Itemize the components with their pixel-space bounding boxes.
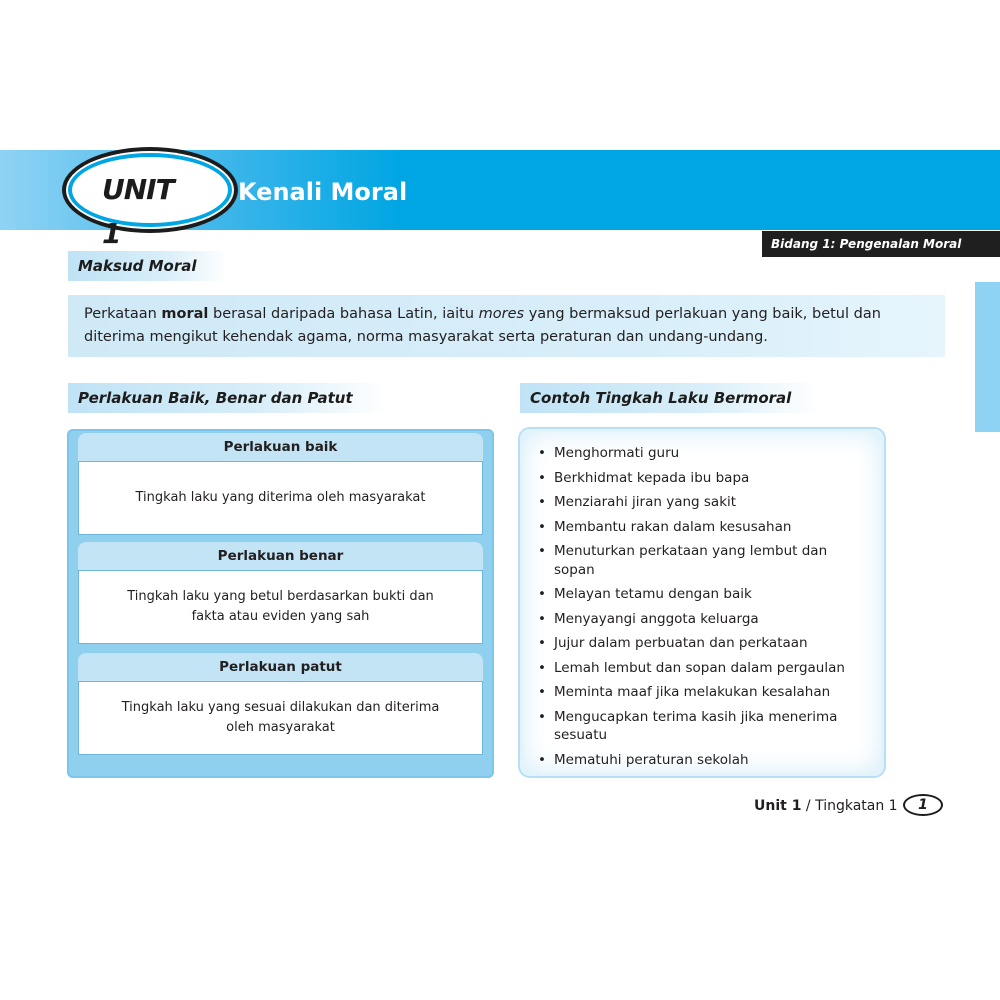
- card-title: Perlakuan benar: [78, 542, 483, 570]
- maksud-heading: Maksud Moral: [68, 251, 228, 281]
- definition-italic: mores: [478, 306, 525, 322]
- perlakuan-panel: [67, 429, 494, 778]
- card-text: Tingkah laku yang diterima oleh masyarakat: [78, 461, 483, 535]
- side-tab: [975, 282, 1000, 432]
- definition-text-2: berasal daripada bahasa Latin, iaitu: [208, 306, 479, 322]
- footer: [754, 795, 898, 817]
- footer-separator: /: [801, 798, 816, 814]
- card-text: Tingkah laku yang sesuai dilakukan dan diterima oleh masyarakat: [78, 681, 483, 755]
- list-item: • Berkhidmat kepada ibu bapa: [538, 469, 868, 488]
- list-item: • Meminta maaf jika melakukan kesalahan: [538, 683, 868, 702]
- page-title: Kenali Moral: [238, 178, 408, 206]
- list-item: • Menuturkan perkataan yang lembut dan sopan: [538, 542, 868, 579]
- card-title: Perlakuan baik: [78, 433, 483, 461]
- list-item: • Membantu rakan dalam kesusahan: [538, 518, 868, 537]
- card-title: Perlakuan patut: [78, 653, 483, 681]
- list-item: • Lemah lembut dan sopan dalam pergaulan: [538, 659, 868, 678]
- unit-label: UNIT 1: [102, 173, 174, 250]
- list-item: • Menghormati guru: [538, 444, 868, 463]
- list-item: • Jujur dalam perbuatan dan perkataan: [538, 634, 868, 653]
- contoh-list: [538, 444, 868, 775]
- definition-bold: moral: [161, 306, 209, 322]
- card-text: Tingkah laku yang betul berdasarkan bukti dan fakta atau eviden yang sah: [78, 570, 483, 644]
- bidang-tag: Bidang 1: Pengenalan Moral: [762, 231, 1000, 257]
- list-item: • Mengucapkan terima kasih jika menerima sesuatu: [538, 708, 868, 745]
- list-item: • Melayan tetamu dengan baik: [538, 585, 868, 604]
- page-number: 1: [903, 794, 943, 816]
- definition-text-3: yang bermaksud perlakuan yang baik, betul dan diterima mengikut kehendak agama, norma masyarakat serta peraturan dan undang-undang.: [84, 306, 881, 345]
- contoh-heading: Contoh Tingkah Laku Bermoral: [520, 383, 820, 413]
- list-item: • Menyayangi anggota keluarga: [538, 610, 868, 629]
- footer-tingkatan: Tingkatan 1: [815, 798, 898, 814]
- definition-box: [68, 295, 945, 357]
- list-item: • Menziarahi jiran yang sakit: [538, 493, 868, 512]
- list-item: • Mematuhi peraturan sekolah: [538, 751, 868, 770]
- footer-unit: Unit 1: [754, 798, 802, 814]
- perlakuan-heading: Perlakuan Baik, Benar dan Patut: [68, 383, 388, 413]
- definition-text-1: Perkataan: [84, 306, 162, 322]
